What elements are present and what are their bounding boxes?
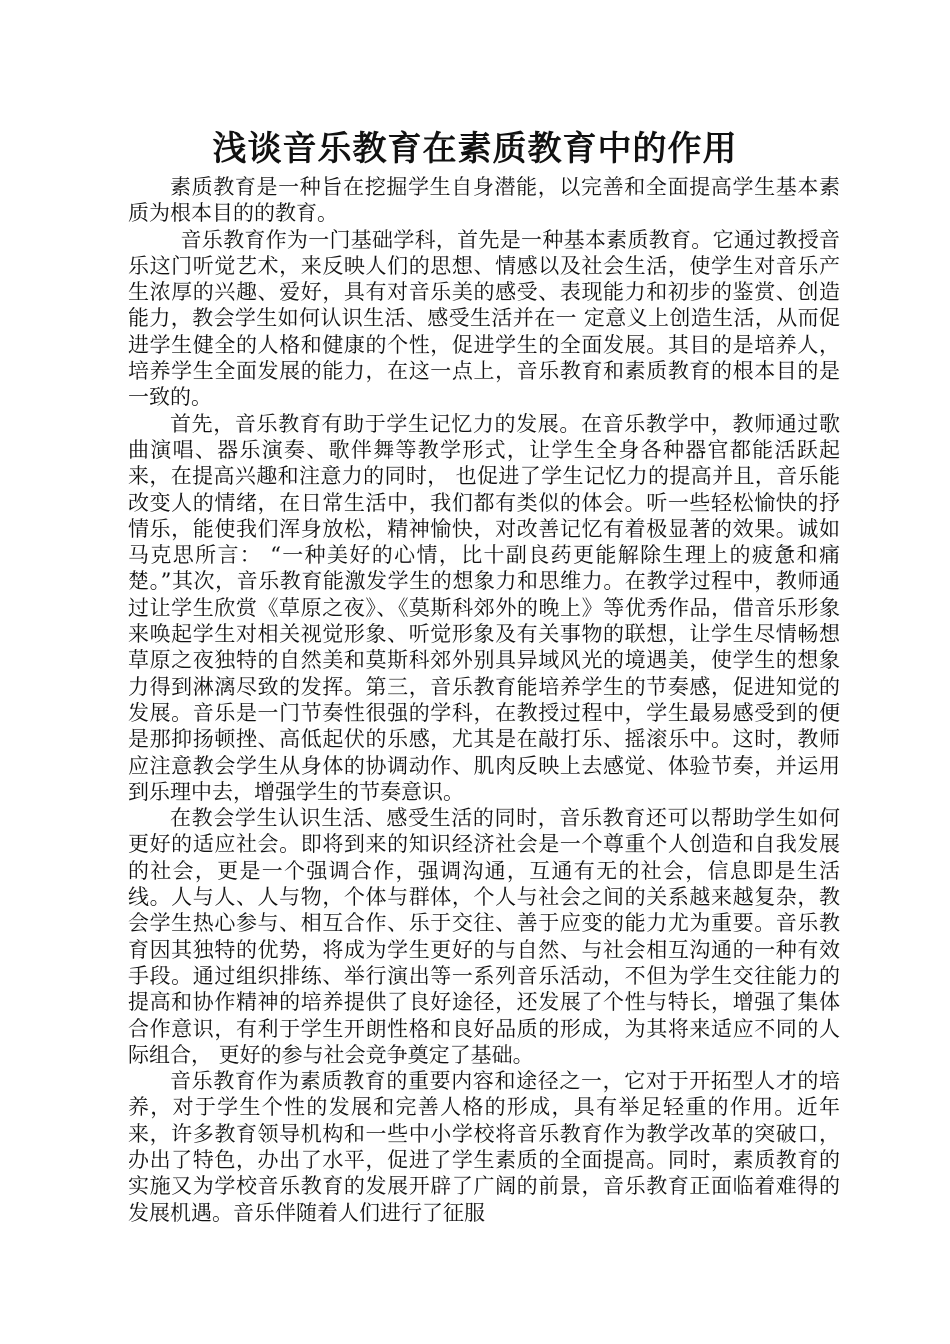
paragraph-talent-cultivation: 音乐教育作为素质教育的重要内容和途径之一，它对于开拓型人才的培养，对于学生个性的发展和完善人格的形成，具有举足轻重的作用。近年来，许多教育领导机构和一些中小学校将音乐教育作为教学改革的突破口，办出了特色，办出了水平，促进了学生素质的全面提高。同时，素质教育的实施又为学校音乐教育的发展开辟了广阔的前景，音乐教育正面临着难得的发展机遇。音乐伴随着人们进行了征服 [128,1069,840,1225]
paragraph-intro: 素质教育是一种旨在挖掘学生自身潜能，以完善和全面提高学生基本素质为根本目的的教育。 [128,175,840,226]
paragraph-memory-imagination-rhythm: 首先，音乐教育有助于学生记忆力的发展。在音乐教学中，教师通过歌曲演唱、器乐演奏、歌伴舞等教学形式，让学生全身各种器官都能活跃起来，在提高兴趣和注意力的同时， 也促进了学生记忆力的提高并且，音乐能改变人的情绪，在日常生活中，我们都有类似的体会。听一些轻松愉快的抒情乐，能使我们浑身放松，精神愉快，对改善记忆有着极显著的效果。诚如马克思所言： “一种美好的心情，比十副良药更能解除生理上的疲惫和痛楚。”其次，音乐教育能激发学生的想象力和思维力。在教学过程中，教师通过让学生欣赏《草原之夜》、《莫斯科郊外的晚上》等优秀作品，借音乐形象来唤起学生对相关视觉形象、听觉形象及有关事物的联想，让学生尽情畅想草原之夜独特的自然美和莫斯科郊外别具异域风光的境遇美，使学生的想象力得到淋漓尽致的发挥。第三，音乐教育能培养学生的节奏感，促进知觉的发展。音乐是一门节奏性很强的学科，在教授过程中，学生最易感受到的便是那抑扬顿挫、高低起伏的乐感，尤其是在敲打乐、摇滚乐中。这时，教师应注意教会学生从身体的协调动作、肌肉反映上去感觉、体验节奏，并运用到乐理中去，增强学生的节奏意识。 [128,411,840,804]
document-title: 浅谈音乐教育在素质教育中的作用 [212,129,738,169]
paragraph-social-adaptation: 在教会学生认识生活、感受生活的同时，音乐教育还可以帮助学生如何更好的适应社会。即将到来的知识经济社会是一个尊重个人创造和自我发展的社会，更是一个强调合作，强调沟通，互通有无的社会，信息即是生活线。人与人、人与物，个体与群体，个人与社会之间的关系越来越复杂，教会学生热心参与、相互合作、乐于交往、善于应变的能力尤为重要。音乐教育因其独特的优势，将成为学生更好的与自然、与社会相互沟通的一种有效手段。通过组织排练、举行演出等一系列音乐活动，不但为学生交往能力的提高和协作精神的培养提供了良好途径，还发展了个性与特长，增强了集体合作意识，有利于学生开朗性格和良好品质的形成，为其将来适应不同的人际组合， 更好的参与社会竞争奠定了基础。 [128,806,840,1067]
paragraph-basic-quality: 音乐教育作为一门基础学科，首先是一种基本素质教育。它通过教授音乐这门听觉艺术，来反映人们的思想、情感以及社会生活，使学生对音乐产生浓厚的兴趣、爱好，具有对音乐美的感受、表现能力和初步的鉴赏、创造能力，教会学生如何认识生活、感受生活并在一 定意义上创造生活，从而促进学生健全的人格和健康的个性，促进学生的全面发展。其目的是培养人，培养学生全面发展的能力，在这一点上，音乐教育和素质教育的根本目的是一致的。 [128,227,840,410]
document-body [128,174,840,1226]
